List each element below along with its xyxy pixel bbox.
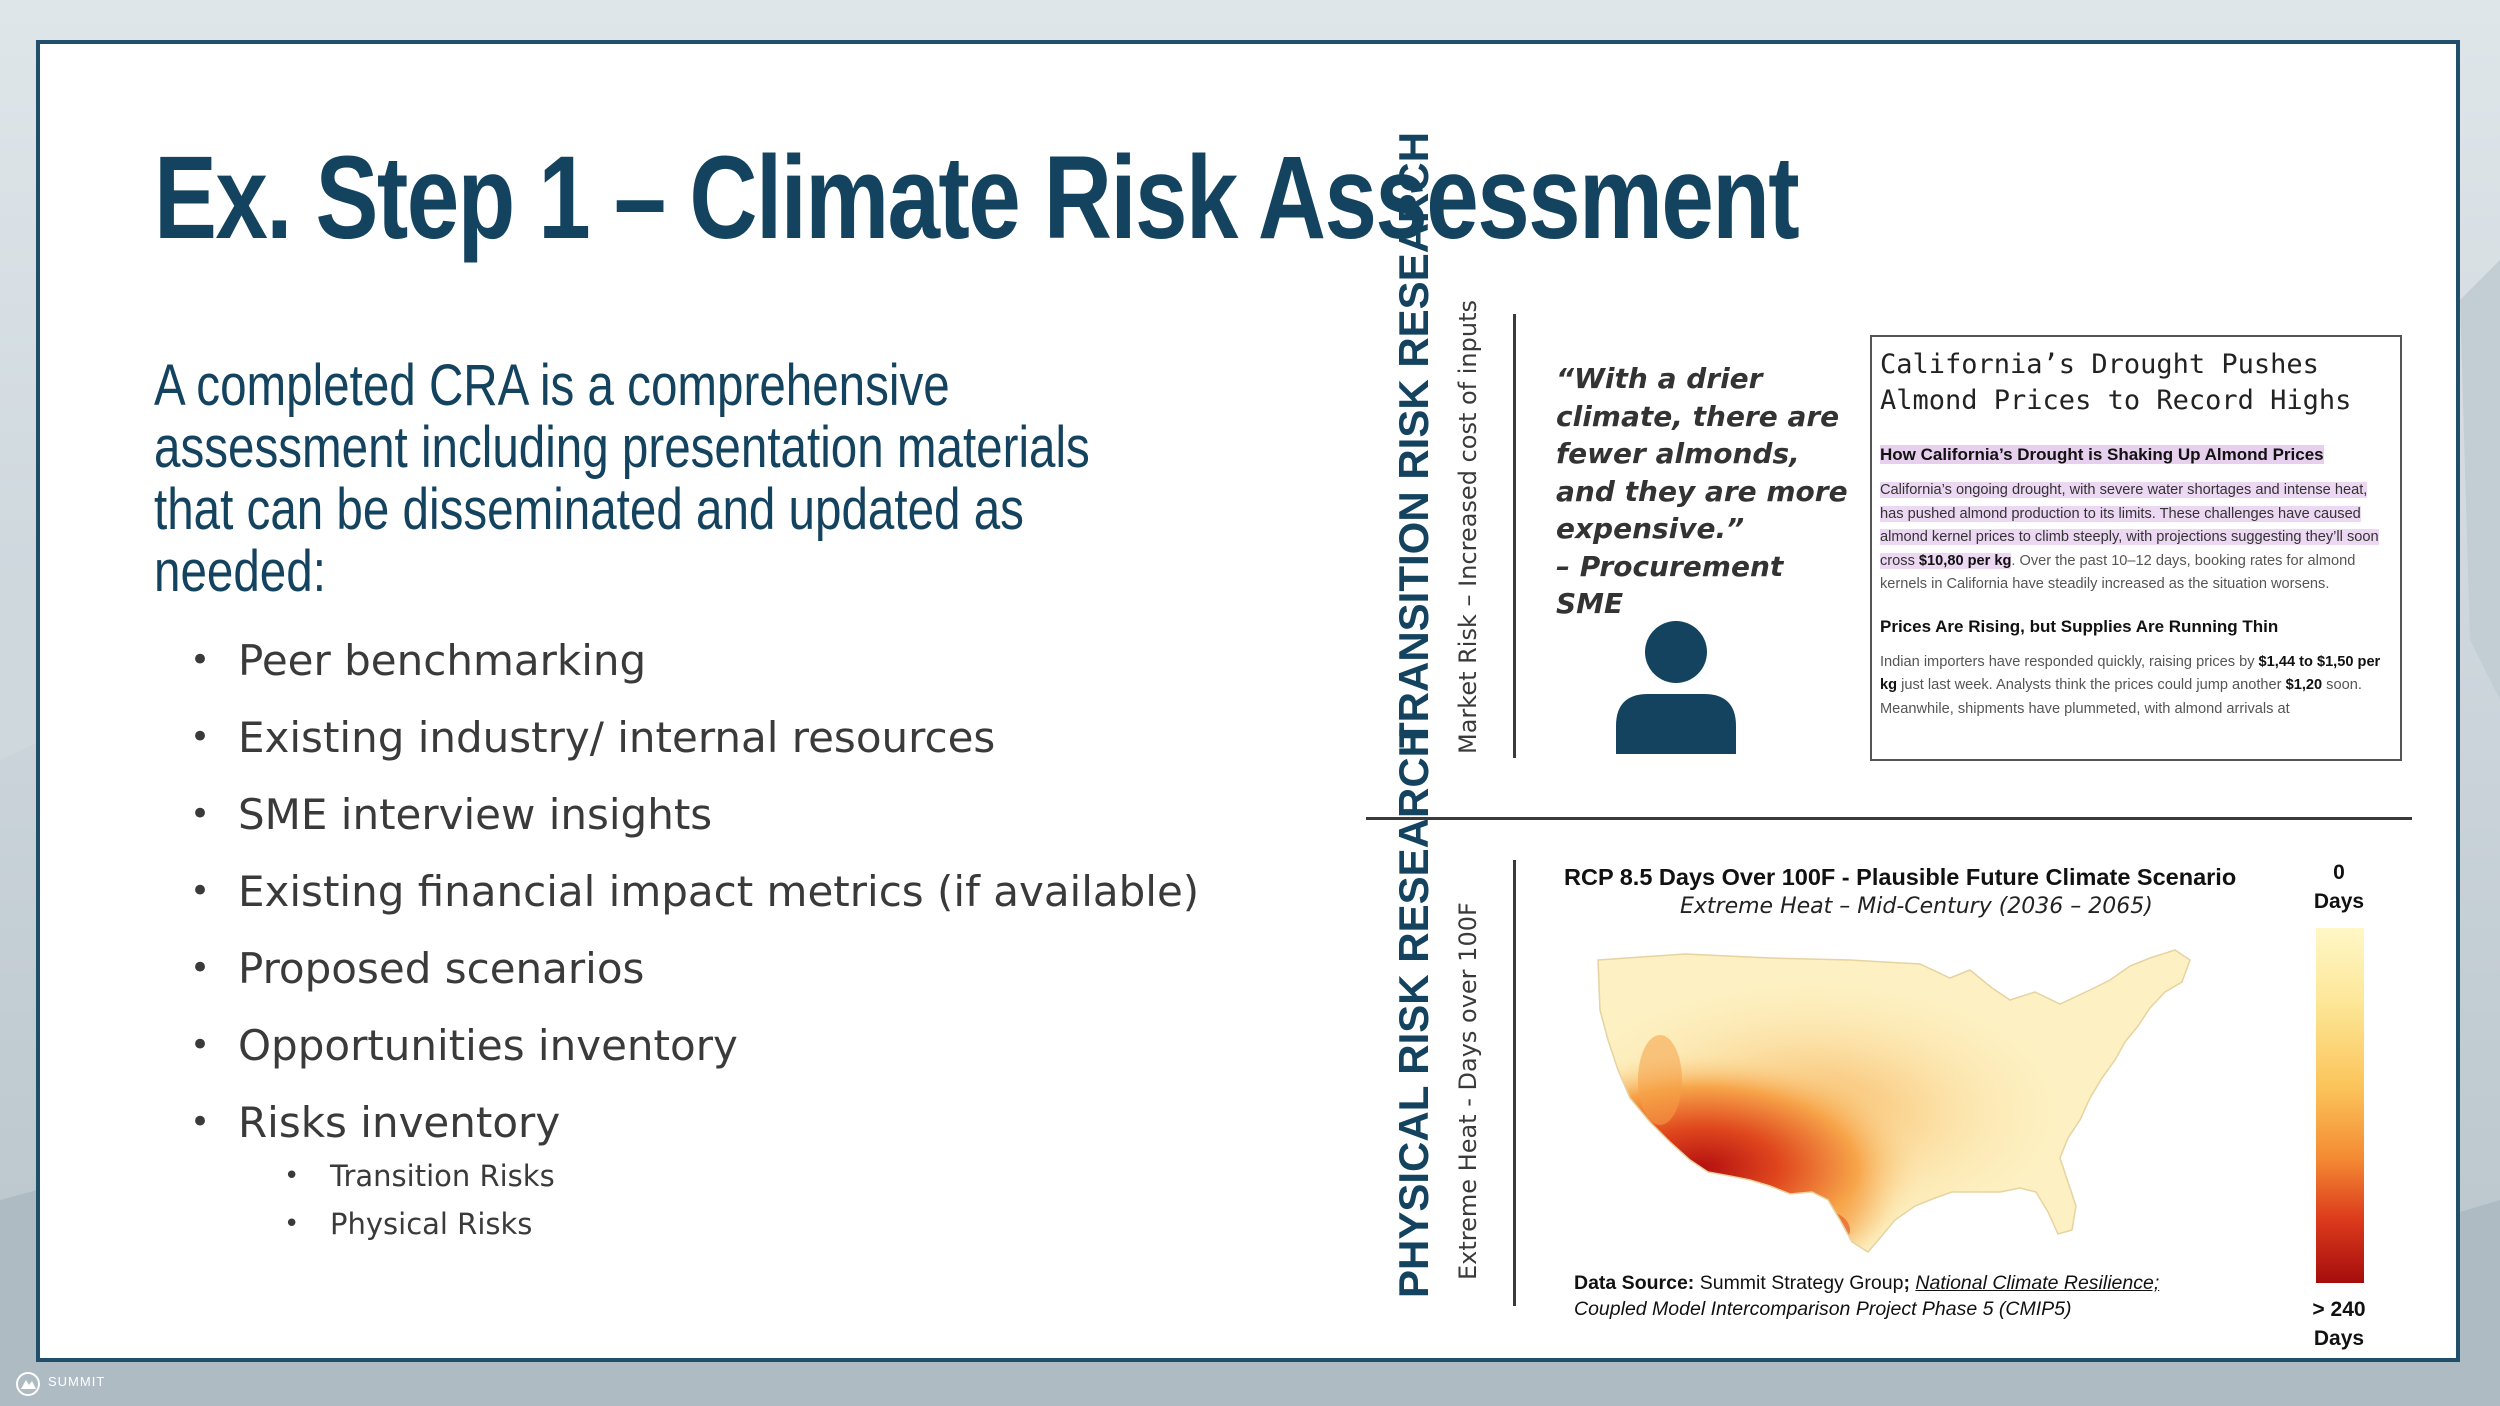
legend-max-label: > 240 Days: [2312, 1298, 2366, 1350]
intro-paragraph: A completed CRA is a comprehensive assessment including presentation materials that can be disseminated and updated as needed:: [154, 353, 1090, 604]
section-divider: [1366, 817, 2412, 820]
bullet-icon: •: [190, 717, 211, 757]
list-item: • Transition Risks: [280, 1152, 555, 1200]
sub-bullet-list: [280, 1152, 555, 1248]
bullet-icon: •: [284, 1209, 300, 1239]
list-item: • Risks inventory: [190, 1084, 1199, 1161]
person-icon: [1612, 618, 1740, 754]
physical-risk-label: PHYSICAL RISK RESEARCH: [1390, 727, 1437, 1298]
list-item: • Physical Risks: [280, 1200, 555, 1248]
quote-attribution: – Procurement SME: [1556, 549, 1784, 620]
transition-risk-label: TRANSITION RISK RESEARCH: [1390, 131, 1437, 748]
slide-title: Ex. Step 1 – Climate Risk Assessment: [154, 132, 1799, 264]
legend-min-label: 0 Days: [2313, 861, 2365, 913]
transition-divider: [1513, 314, 1516, 758]
bullet-icon: •: [190, 1025, 211, 1065]
news-article-card: [1870, 335, 2402, 761]
list-item: • Existing financial impact metrics (if available): [190, 853, 1199, 930]
bullet-icon: •: [190, 948, 211, 988]
list-item: • SME interview insights: [190, 776, 1199, 853]
bullet-list: [190, 622, 1199, 1161]
sme-quote: “With a drier climate, there are fewer almonds, and they are more expensive.” – Procurement SME: [1556, 362, 1848, 620]
article-title: California’s Drought Pushes Almond Prices to Record Highs: [1880, 349, 2352, 416]
transition-risk-sublabel: Market Risk – Increased cost of inputs: [1454, 300, 1482, 754]
source-link[interactable]: National Climate Resilience;: [1915, 1272, 2160, 1294]
list-item: • Peer benchmarking: [190, 622, 1199, 699]
data-source-note: Data Source: Summit Strategy Group; National Climate Resilience; Coupled Model Intercomparison Project Phase 5 (CMIP5): [1574, 1272, 2160, 1320]
us-heat-map: [1590, 930, 2220, 1260]
article-heading-1: How California’s Drought is Shaking Up Almond Prices: [1880, 445, 2324, 464]
article-paragraph-2: Indian importers have responded quickly, raising prices by $1,44 to $1,50 per kg just last week. Analysts think the prices could jump another $1,20 soon. Meanwhile, shipments have plummeted, with almond arrivals at: [1880, 653, 2381, 717]
bullet-icon: •: [190, 871, 211, 911]
list-item: • Existing industry/ internal resources: [190, 699, 1199, 776]
color-scale-bar: [2316, 928, 2364, 1283]
footer-logo-text: SUMMIT: [48, 1374, 106, 1389]
physical-divider: [1513, 860, 1516, 1306]
article-paragraph-1: California’s ongoing drought, with severe water shortages and intense heat, has pushed almond production to its limits. These challenges have caused almond kernel prices to climb steeply, with projections suggesting they’ll soon cross $10,80 per kg. Over the past 10–12 days, booking rates for almond kernels in California have steadily increased as the situation worsens.: [1880, 482, 2379, 592]
list-item: • Opportunities inventory: [190, 1007, 1199, 1084]
map-subtitle: Extreme Heat – Mid-Century (2036 – 2065): [1680, 894, 2153, 919]
list-item: • Proposed scenarios: [190, 930, 1199, 1007]
bullet-icon: •: [190, 1102, 211, 1142]
bullet-icon: •: [284, 1161, 300, 1191]
bullet-icon: •: [190, 640, 211, 680]
map-title: RCP 8.5 Days Over 100F - Plausible Future Climate Scenario: [1564, 864, 2237, 890]
physical-risk-sublabel: Extreme Heat - Days over 100F: [1454, 902, 1482, 1280]
article-heading-2: Prices Are Rising, but Supplies Are Running Thin: [1880, 616, 2279, 636]
bullet-icon: •: [190, 794, 211, 834]
